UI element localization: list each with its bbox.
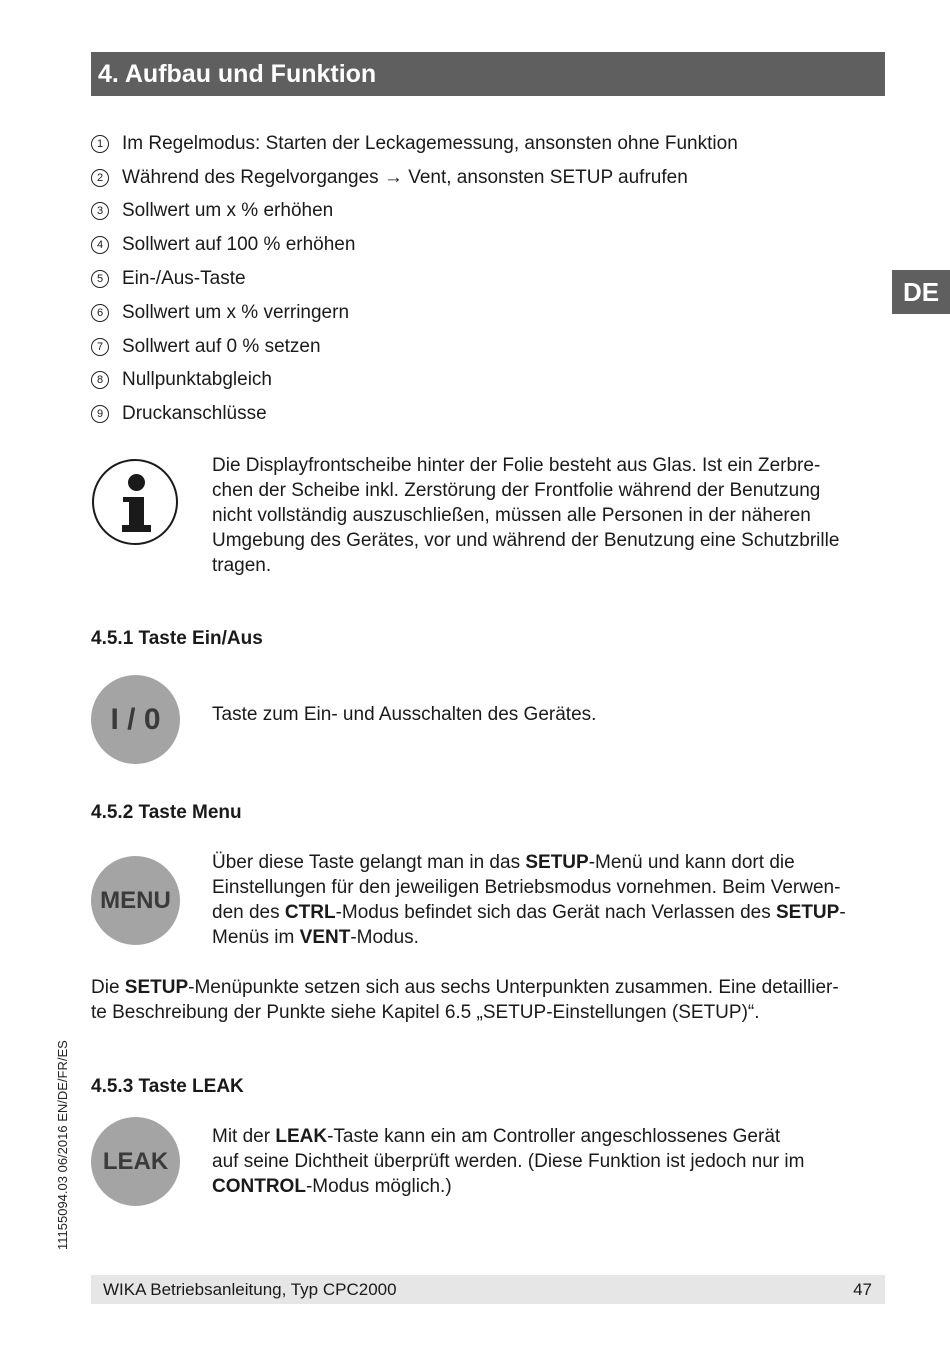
- list-item: [91, 228, 738, 262]
- item-number: 3: [91, 202, 109, 220]
- heading-taste-leak: 4.5.3 Taste LEAK: [91, 1076, 244, 1097]
- info-note-line: nicht vollständig auszuschließen, müssen alle Personen in der näheren: [212, 505, 811, 526]
- list-item: [91, 161, 738, 195]
- item-text: Ein-/Aus-Taste: [122, 268, 246, 290]
- list-item: [91, 195, 738, 229]
- info-note-line: chen der Scheibe inkl. Zerstörung der Frontfolie während der Benutzung: [212, 480, 821, 501]
- item-text: Sollwert auf 100 % erhöhen: [122, 234, 356, 256]
- heading-taste-ein-aus: 4.5.1 Taste Ein/Aus: [91, 628, 263, 649]
- item-number: 7: [91, 338, 109, 356]
- item-text: Im Regelmodus: Starten der Leckagemessung, ansonsten ohne Funktion: [122, 132, 738, 154]
- item-text: Druckanschlüsse: [122, 403, 267, 425]
- menu-key-description: Über diese Taste gelangt man in das SETUP-Menü und kann dort die Einstellungen für den jeweiligen Betriebsmodus vornehmen. Beim Verwen- den des CTRL-Modus befindet sich das Gerät nach Verlassen des SETUP- Menüs im VENT-Modus.: [212, 852, 846, 948]
- item-number: 1: [91, 135, 109, 153]
- item-text: Sollwert um x % verringern: [122, 301, 350, 323]
- list-item: [91, 296, 738, 330]
- item-number: 5: [91, 270, 109, 288]
- list-item: [91, 330, 738, 364]
- item-number: 4: [91, 236, 109, 254]
- power-key-description: Taste zum Ein- und Ausschalten des Gerätes.: [212, 704, 597, 725]
- item-text: Sollwert auf 0 % setzen: [122, 335, 321, 357]
- item-number: 6: [91, 304, 109, 322]
- function-list: [91, 127, 738, 431]
- footer-title: WIKA Betriebsanleitung, Typ CPC2000: [103, 1280, 397, 1299]
- info-icon: [92, 459, 178, 545]
- list-item: [91, 364, 738, 398]
- power-key-icon: I / 0: [91, 675, 180, 764]
- info-note-line: Umgebung des Gerätes, vor und während der Benutzung eine Schutzbrille: [212, 530, 840, 551]
- item-text: Nullpunktabgleich: [122, 369, 272, 391]
- page-title: 4. Aufbau und Funktion: [91, 52, 885, 96]
- list-item: [91, 262, 738, 296]
- info-note-line: tragen.: [212, 555, 272, 576]
- item-text: Sollwert um x % erhöhen: [122, 200, 334, 222]
- item-text: Während des Regelvorganges → Vent, ansonsten SETUP aufrufen: [122, 166, 688, 188]
- document-code: 11155094.03 06/2016 EN/DE/FR/ES: [55, 1040, 70, 1250]
- heading-taste-menu: 4.5.2 Taste Menu: [91, 802, 242, 823]
- item-number: 9: [91, 405, 109, 423]
- page-number: 47: [853, 1280, 872, 1299]
- setup-menu-paragraph: Die SETUP-Menüpunkte setzen sich aus sechs Unterpunkten zusammen. Eine detaillier- te Beschreibung der Punkte siehe Kapitel 6.5 „SETUP-Einstellungen (SETUP)“.: [91, 977, 839, 1023]
- item-number: 8: [91, 371, 109, 389]
- list-item: [91, 127, 738, 161]
- list-item: [91, 397, 738, 431]
- language-tab: DE: [892, 270, 950, 314]
- menu-key-icon: MENU: [91, 856, 180, 945]
- page-footer: [91, 1275, 885, 1304]
- info-note: [212, 453, 839, 578]
- leak-key-icon: LEAK: [91, 1117, 180, 1206]
- item-number: 2: [91, 169, 109, 187]
- leak-key-description: Mit der LEAK-Taste kann ein am Controller angeschlossenes Gerät auf seine Dichtheit überprüft werden. (Diese Funktion ist jedoch nur im CONTROL-Modus möglich.): [212, 1126, 805, 1197]
- info-note-line: Die Displayfrontscheibe hinter der Folie besteht aus Glas. Ist ein Zerbre-: [212, 455, 821, 476]
